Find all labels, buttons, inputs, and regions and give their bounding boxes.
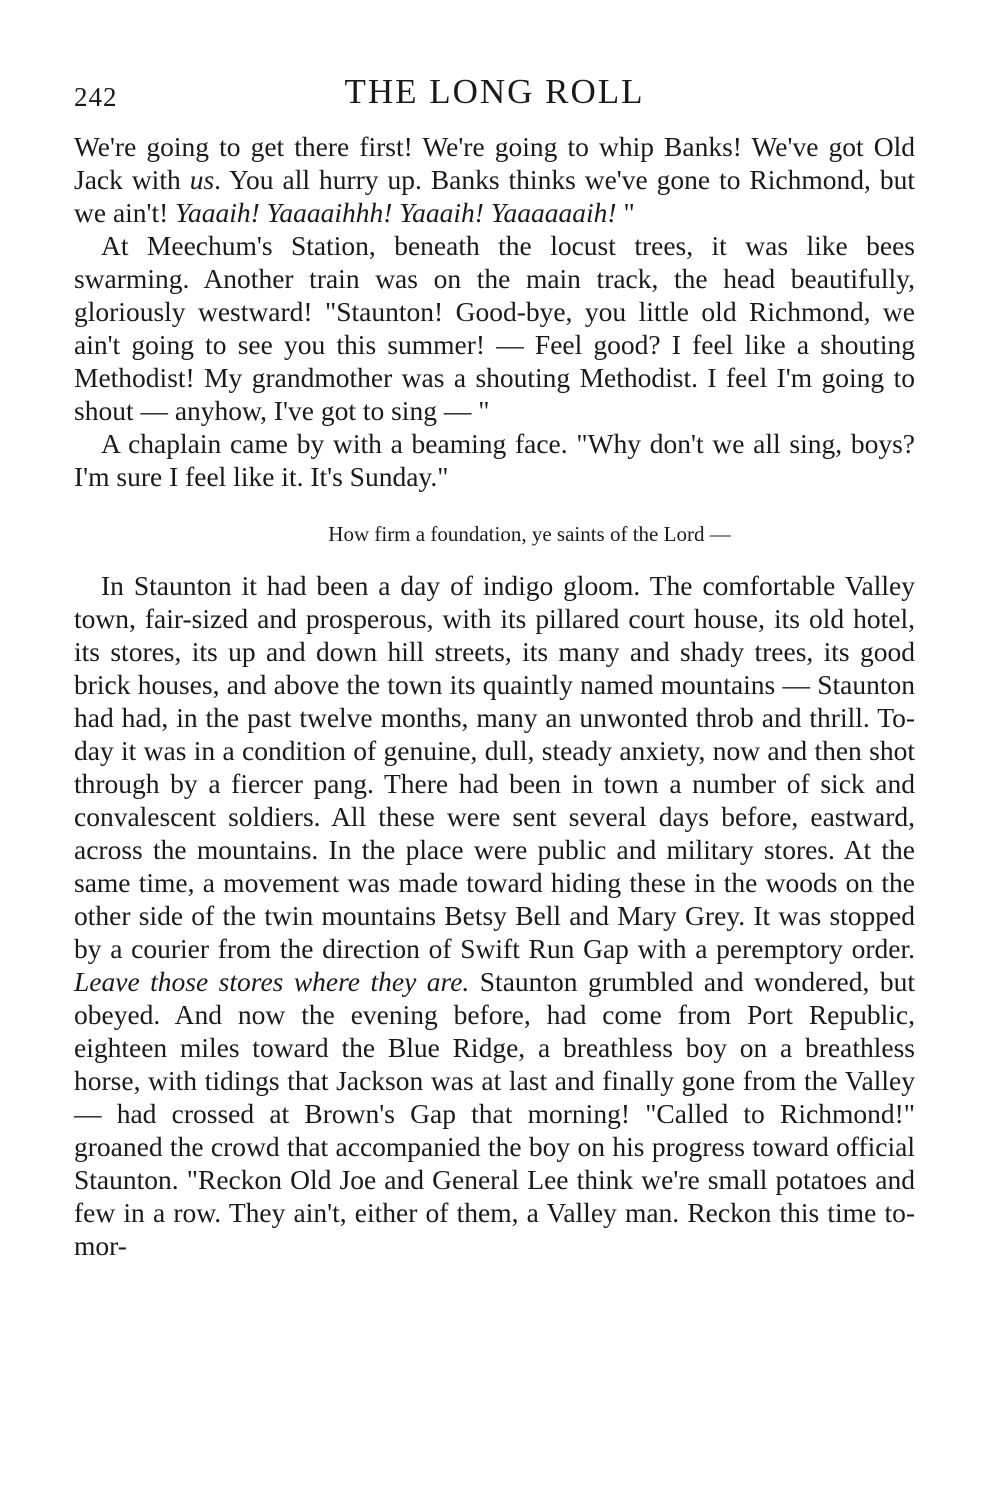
running-title: THE LONG ROLL (344, 72, 645, 111)
paragraph-1-shout: Yaaaih! Yaaaaihhh! Yaaaih! Yaaaaaaih! (175, 197, 617, 228)
paragraph-1-part-a: We're going to get there first! We're going to whip Banks! We've got Old Jack with (74, 131, 915, 195)
paragraph-4-part-c: Staunton grumbled and wondered, but obeyed. And now the evening before, had come from Port Republic, eighteen miles toward the Blue Ridge, a breathless boy on a breathless horse, with tidings that Jackson was at last and finally gone from the Valley — had crossed at Brown's Gap that morning! "Called to Richmond!" groaned the crowd that accompanied the boy on his progress toward official Staunton. "Reckon Old Joe and General Lee think we're small potatoes and few in a row. They ain't, either of them, a Valley man. Reckon this time to-mor- (74, 966, 915, 1261)
paragraph-1 (74, 130, 915, 229)
paragraph-4-part-a: In Staunton it had been a day of indigo gloom. The comfortable Valley town, fair-sized and prosperous, with its pillared court house, its old hotel, its stores, its up and down hill streets, its many and shady trees, its good brick houses, and above the town its quaintly named mountains — Staunton had had, in the past twelve months, many an unwonted throb and thrill. To-day it was in a condition of genuine, dull, steady anxiety, now and then shot through by a fiercer pang. There had been in town a number of sick and convalescent soldiers. All these were sent several days before, eastward, across the mountains. In the place were public and military stores. At the same time, a movement was made toward hiding these in the woods on the other side of the twin mountains Betsy Bell and Mary Grey. It was stopped by a courier from the direction of Swift Run Gap with a peremptory order. (74, 570, 915, 964)
paragraph-3: A chaplain came by with a beaming face. "Why don't we all sing, boys? I'm sure I feel like it. It's Sunday." (74, 428, 915, 492)
book-page (74, 70, 915, 1262)
paragraph-2: At Meechum's Station, beneath the locust trees, it was like bees swarming. Another train was on the main track, the head beautifully, gloriously westward! "Staunton! Good-bye, you little old Richmond, we ain't going to see you this summer! — Feel good? I feel like a shouting Methodist! My grandmother was a shouting Methodist. I feel I'm going to shout — anyhow, I've got to sing — " (74, 230, 915, 426)
page-header (74, 70, 915, 130)
paragraph-4-order: Leave those stores where they are. (74, 966, 470, 997)
paragraph-4 (74, 569, 915, 1262)
hymn-line: How firm a foundation, ye saints of the Lord — (328, 522, 731, 546)
paragraph-1-emphasis-us: us (189, 164, 215, 195)
paragraph-1-part-e: " (616, 197, 635, 228)
paragraph-1-part-c: . You all hurry up. Banks thinks we've gone to Richmond, but we ain't! (74, 164, 915, 228)
body-text (74, 130, 915, 1262)
page-number: 242 (74, 82, 118, 112)
